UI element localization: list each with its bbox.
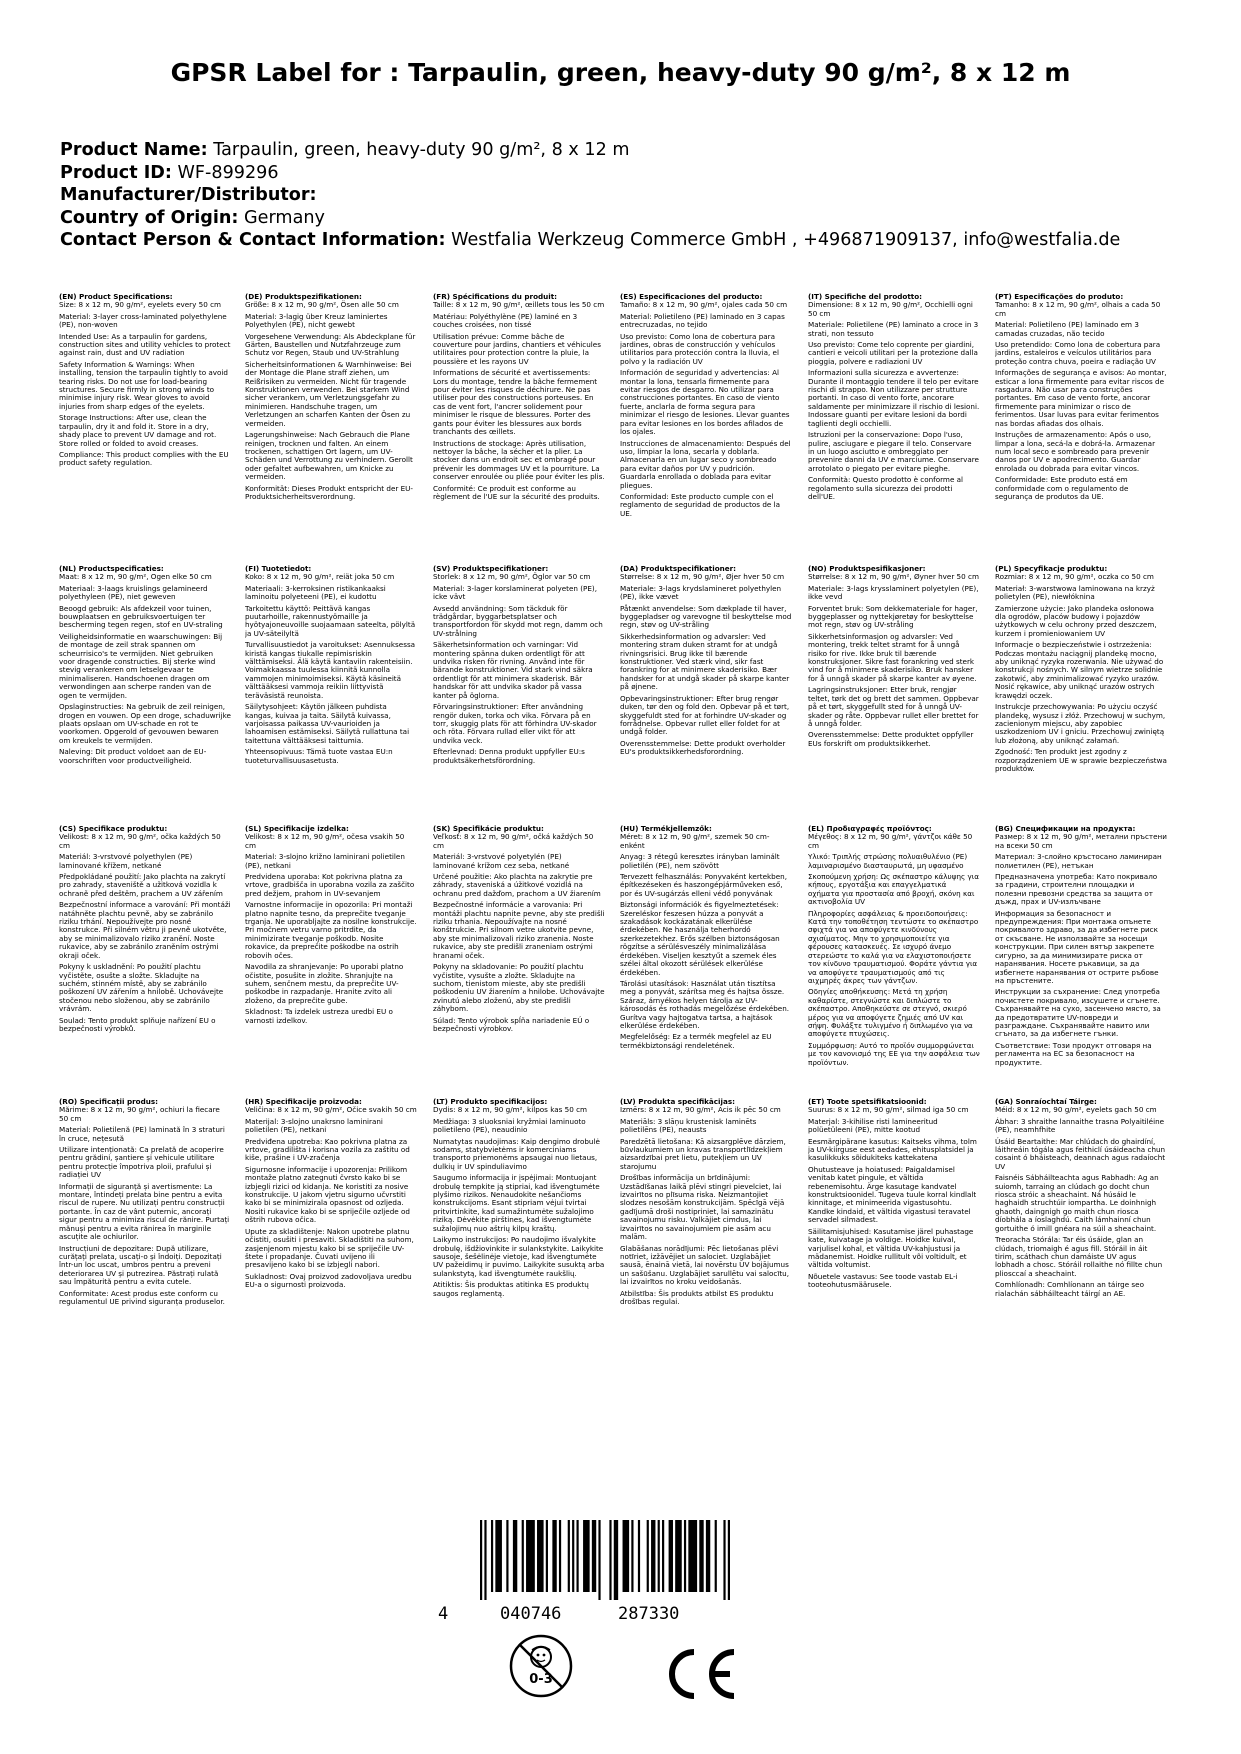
- barcode-bar: [526, 1520, 535, 1592]
- barcode-bar: [684, 1520, 686, 1592]
- barcode-bar: [675, 1520, 682, 1592]
- spec-paragraph: Lagringsinstruksjoner: Etter bruk, rengjør teltet, tørk det og brett det sammen. Oppbevar på et tørt, skyggefullt sted for å unngå UV-skader og råte. Oppbevar rullet eller brettet for å unngå folder.: [808, 685, 979, 728]
- spec-paragraph: Opslaginstructies: Na gebruik de zeil reinigen, drogen en vouwen. Op een droge, schaduwrijke plaats opslaan om UV-schade en rot te voorkomen. Opgerold of gevouwen bewaren om kreukels te vermijden.: [59, 702, 231, 745]
- spec-paragraph: Materiale: Polietilene (PE) laminato a croce in 3 strati, non tessuto: [808, 320, 979, 338]
- barcode-bar: [699, 1520, 703, 1592]
- spec-paragraph: Materiale: 3-lags krysslaminert polyetylen (PE), ikke vevd: [808, 583, 979, 602]
- barcode-bar: [480, 1520, 482, 1600]
- spec-paragraph: Съответствие: Този продукт отговаря на регламента на ЕС за безопасност на продуктите.: [995, 1040, 1152, 1067]
- barcode-bar: [491, 1520, 493, 1592]
- spec-paragraph: Numatytas naudojimas: Kaip dengimo drobulė sodams, statybvietėms ir komerciniams transporto priemonėms apsaugai nuo lietaus, dulkių ir UV spinduliavimo: [433, 1136, 600, 1171]
- spec-heading: (FI) Tuotetiedot:: [245, 565, 312, 573]
- spec-paragraph: Glabāšanas norādījumi: Pēc lietošanas plēvi notīriet, izžāvējiet un salociet. Uzglabājiet sausā, ēnainā vietā, lai novērstu UV bojājumus un sašūšanu. Uzglabājiet sarullētu vai salocītu, lai izvairītos no kroku veidošanās.: [620, 1243, 789, 1287]
- spec-paragraph: Material: Polietileno (PE) laminado em 3 camadas cruzadas, não tecido: [995, 320, 1139, 338]
- spec-paragraph: Instructions de stockage: Après utilisation, nettoyer la bâche, la sécher et la plier. La stocker dans un endroit sec et ombragé pour prévenir les dommages UV et la pourriture. La conserver enroulée ou pliée pour éviter les plis.: [433, 438, 605, 482]
- spec-paragraph: Storlek: 8 x 12 m, 90 g/m², Öglor var 50 cm: [433, 572, 591, 582]
- spec-paragraph: Συμμόρφωση: Αυτό το προϊόν συμμορφώνεται με τον κανονισμό της ΕΕ για την ασφάλεια των προϊόντων.: [808, 1040, 980, 1067]
- manufacturer-label: Manufacturer/Distributor:: [60, 185, 317, 205]
- spec-paragraph: Varnostne informacije in opozorila: Pri montaži platno napnite tesno, da preprečite tveganje trganja. Ne uporabljajte za nosilne konstrukcije. Pri močnem vetru varno pritrdite, da minimizirate tveganje poškodb. Nosite rokavice, da preprečite poškodbe na ostrih robovih očes.: [245, 900, 417, 960]
- barcode-bar: [669, 1520, 673, 1592]
- barcode-bar: [706, 1520, 710, 1592]
- spec-heading: (EN) Product Specifications:: [59, 293, 173, 301]
- spec-heading: (IT) Specifiche del prodotto:: [808, 293, 923, 301]
- spec-paragraph: Dydis: 8 x 12 m, 90 g/m², kilpos kas 50 cm: [433, 1105, 588, 1115]
- spec-paragraph: Bezpečnostné informácie a varovania: Pri montáži plachtu napnite pevne, aby ste predišli riziku trhania. Nepoužívajte na nosné konštrukcie. Pri silnom vetre ukotvite pevne, aby ste minimalizovali riziko zranenia. Noste rukavice, aby ste predišli zraneniam ostrými hranami oček.: [433, 900, 605, 960]
- spec-paragraph: Mărime: 8 x 12 m, 90 g/m², ochiuri la fiecare 50 cm: [59, 1105, 220, 1123]
- spec-paragraph: Sicherheitsinformationen & Warnhinweise: Bei der Montage die Plane straff ziehen, um Reißrisiken zu vermeiden. Nicht für tragende Konstruktionen verwenden. Bei starkem Wind sicher verankern, um Verletzungsgefahr zu minimieren. Handschuhe tragen, um Verletzungen an scharfen Kanten der Ösen zu vermeiden.: [245, 359, 412, 428]
- product-id-row: [60, 162, 1200, 185]
- spec-row: [59, 293, 1181, 603]
- spec-paragraph: Méid: 8 x 12 m, 90 g/m², eyelets gach 50 cm: [995, 1105, 1157, 1115]
- spec-heading: (LV) Produkta specifikācijas:: [620, 1098, 735, 1106]
- barcode-bar: [552, 1520, 556, 1592]
- spec-paragraph: Materijal: 3-slojno unakrsno laminirani polietilen (PE), netkani: [245, 1116, 383, 1135]
- barcode-bar: [723, 1520, 725, 1600]
- spec-paragraph: Velikost: 8 x 12 m, 90 g/m², očesa vsakih 50 cm: [245, 832, 405, 850]
- barcode-bar: [715, 1520, 717, 1592]
- spec-paragraph: Utilisation prévue: Comme bâche de couverture pour jardins, chantiers et véhicules utilitaires pour protection contre la pluie, la poussière et les rayons UV: [433, 331, 601, 366]
- spec-paragraph: Materiale: 3-lags krydslamineret polyethylen (PE), ikke vævet: [620, 583, 782, 602]
- spec-paragraph: Πληροφορίες ασφάλειας & προειδοποιήσεις: Κατά την τοποθέτηση τεντώστε το σκέπαστρο σφιχτά για να αποφύγετε κινδύνους σχισίματος. Μην το χρησιμοποιείτε για φέρουσες κατασκευές. Σε ισχυρό άνεμο στερεώστε το καλά για να ελαχιστοποιήσετε τον κίνδυνο τραυματισμού. Φοράτε γάντια για να αποφύγετε τραυματισμούς από τις αιχμηρές άκρες των γάντζων.: [808, 908, 979, 985]
- spec-paragraph: Conformité: Ce produit est conforme au règlement de l'UE sur la sécurité des produits.: [433, 483, 600, 501]
- ce-mark-icon: [660, 1646, 738, 1702]
- spec-block: [808, 1098, 980, 1398]
- product-id-value: WF-899296: [177, 162, 279, 183]
- spec-paragraph: Ohutusteave ja hoiatused: Paigaldamisel venitab katet pingule, et vältida rebenemisohtu. Ärge kasutage kandvatel konstruktsioonidel. Tugeva tuule korral kindlalt kinnitage, et minimeerida vigastusohtu. Kandke kindaid, et vältida vigastusi teravatel servadel silmadest.: [808, 1164, 977, 1225]
- spec-paragraph: Size: 8 x 12 m, 90 g/m², eyelets every 50 cm: [59, 300, 222, 310]
- spec-paragraph: Lagerungshinweise: Nach Gebrauch die Plane reinigen, trocknen und falten. An einem trockenen, schattigen Ort lagern, um UV-Schäden und Verrottung zu verhindern. Gerollt oder gefaltet aufbewahren, um Knicke zu vermeiden.: [245, 430, 413, 482]
- spec-row: [59, 1098, 1181, 1408]
- spec-paragraph: Turvallisuustiedot ja varoitukset: Asennuksessa kiristä kangas tiukalle repimisriskin välttämiseksi. Älä käytä kantaviin rakenteisiin. Voimakkaassa tuulessa kiinnitä kunnolla vammojen minimoimiseksi. Käytä käsineitä välttääksesi vammoja reikiin liittyvistä teräväsistä reunoista.: [245, 640, 416, 700]
- spec-paragraph: Comhlíonadh: Comhlíonann an táirge seo rialachán sábháilteacht táirgí an AE.: [995, 1280, 1144, 1298]
- spec-paragraph: Overensstemmelse: Dette produkt overholder EU's produktsikkerhedsforordning.: [620, 738, 786, 757]
- barcode-bar: [522, 1520, 524, 1592]
- spec-block: [808, 565, 980, 865]
- spec-paragraph: Informații de siguranță și avertismente: La montare, întindeți prelata bine pentru a evita riscul de rupere. Nu utilizați pentru construcții portante. În caz de vânt puternic, ancorați sigur pentru a minimiza riscul de rănire. Purtați mănuși pentru a evita rănirea în marginile ascuțite ale ochiurilor.: [59, 1181, 230, 1242]
- spec-paragraph: Conformità: Questo prodotto è conforme al regolamento sulla sicurezza dei prodotti dell'UE.: [808, 475, 964, 501]
- spec-block: [995, 1098, 1167, 1398]
- spec-block: [59, 825, 231, 1125]
- spec-paragraph: Úsáid Beartaithe: Mar chlúdach do ghairdíní, láithreáin tógála agus feithiclí úsáideacha chun cosaint ó bháisteach, deannach agus radaíocht UV: [995, 1136, 1166, 1171]
- spec-paragraph: Förvaringsinstruktioner: Efter användning rengör duken, torka och vika. Förvara på en torr, skuggig plats för att förhindra UV-skador och röta. Förvara rullad eller vikt för att undvika veck.: [433, 702, 597, 745]
- barcode-bar: [614, 1520, 618, 1600]
- spec-paragraph: Veiligheidsinformatie en waarschuwingen: Bij de montage de zeil strak spannen om scheurrisico's te vermijden. Niet gebruiken voor dragende constructies. Bij sterke wind stevig verankeren om letselgevaar te minimaliseren. Handschoenen dragen om verwondingen aan scherpe randen van de ogen te vermijden.: [59, 631, 223, 700]
- barcode-digit-left: 4: [438, 1604, 449, 1624]
- spec-block: [59, 293, 231, 593]
- spec-block: [620, 825, 792, 1125]
- barcode-bar: [623, 1520, 630, 1592]
- spec-paragraph: Påtænkt anvendelse: Som dækplade til haver, byggepladser og varevogne til beskyttelse mod regn, støv og UV-stråling: [620, 603, 792, 630]
- spec-paragraph: Izmērs: 8 x 12 m, 90 g/m², Acis ik pēc 50 cm: [620, 1105, 781, 1115]
- spec-paragraph: Koko: 8 x 12 m, 90 g/m², reiät joka 50 cm: [245, 572, 395, 582]
- spec-paragraph: Taille: 8 x 12 m, 90 g/m², œillets tous les 50 cm: [433, 300, 605, 310]
- spec-block: [59, 1098, 231, 1398]
- spec-paragraph: Rozmiar: 8 x 12 m, 90 g/m², oczka co 50 cm: [995, 572, 1154, 582]
- spec-heading: (CS) Specifikace produktu:: [59, 825, 168, 833]
- spec-block: [995, 825, 1167, 1125]
- spec-heading: (GA) Sonraíochtaí Táirge:: [995, 1098, 1097, 1106]
- spec-paragraph: Upute za skladištenje: Nakon upotrebe platnu očistiti, osušiti i presaviti. Skladištiti na suhom, zasjenjenom mjestu kako bi se spriječile UV-štete i propadanje. Čuvati uvijeno ili presavijeno kako bi se izbjegli nabori.: [245, 1226, 414, 1270]
- spec-block: [808, 825, 980, 1125]
- spec-heading: (FR) Spécifications du produit:: [433, 293, 558, 301]
- spec-paragraph: Material: 3-layer cross-laminated polyethylene (PE), non-woven: [59, 311, 227, 330]
- spec-paragraph: Materjal: 3-kihilise risti lamineeritud polüetüleeni (PE), mitte kootud: [808, 1116, 938, 1135]
- barcode-digits-mid: 040746: [500, 1604, 562, 1624]
- spec-paragraph: Οδηγίες αποθήκευσης: Μετά τη χρήση καθαρίστε, στεγνώστε και διπλώστε το σκέπαστρο. Αποθηκεύστε σε στεγνό, σκιερό μέρος για να αποφύγετε ζημιές από UV και σήψη. Φυλάξτε τυλιγμένο ή διπλωμένο για να αποφύγετε πτυχώσεις.: [808, 987, 973, 1039]
- spec-paragraph: Zgodność: Ten produkt jest zgodny z rozporządzeniem UE w sprawie bezpieczeństwa produktów.: [995, 747, 1167, 773]
- spec-paragraph: Предназначена употреба: Като покривало за градини, строителни площадки и полезни превозни средства за защита от дъжд, прах и UV-излъчване: [995, 872, 1158, 907]
- barcode-bar: [662, 1520, 664, 1592]
- manufacturer-row: [60, 184, 1200, 207]
- spec-paragraph: Размер: 8 x 12 m, 90 g/m², метални пръстени на всеки 50 cm: [995, 832, 1167, 850]
- spec-paragraph: Suurus: 8 x 12 m, 90 g/m², silmad iga 50 cm: [808, 1105, 969, 1115]
- spec-paragraph: Materiaal: 3-laags kruislings gelamineerd polyethyleen (PE), niet geweven: [59, 583, 208, 602]
- age-label: 0-3: [529, 1672, 553, 1687]
- spec-block: [245, 565, 417, 865]
- barcode-bar: [484, 1520, 486, 1600]
- spec-paragraph: Laikymo instrukcijos: Po naudojimo išvalykite drobulę, išdžiovinkite ir sulankstykite. Laikykite sausoje, šešėlinėje vietoje, kad išvengtumėte UV pažeidimų ir puvimo. Laikykite susuktą arba sulankstytą, kad išvengtumėte raukšlių.: [433, 1235, 605, 1278]
- origin-value: Germany: [244, 207, 325, 228]
- spec-paragraph: Atbilstība: Šis produkts atbilst ES produktu drošības regulai.: [620, 1288, 774, 1306]
- barcode-bar: [592, 1520, 596, 1592]
- spec-paragraph: Yhteensopivuus: Tämä tuote vastaa EU:n tuoteturvallisuusasetusta.: [245, 747, 393, 765]
- spec-heading: (PL) Specyfikacje produktu:: [995, 565, 1108, 573]
- spec-paragraph: Storage Instructions: After use, clean the tarpaulin, dry it and fold it. Store in a dry, shady place to prevent UV damage and rot. Store rolled or folded to avoid creases.: [59, 413, 217, 448]
- spec-paragraph: Medžiaga: 3 sluoksniai kryžmiai laminuoto polietileno (PE), neaudinio: [433, 1116, 586, 1135]
- barcode-bar: [728, 1520, 730, 1600]
- barcode-bar: [559, 1520, 561, 1592]
- spec-heading: (HU) Termékjellemzők:: [620, 825, 712, 833]
- product-name-value: Tarpaulin, green, heavy-duty 90 g/m², 8 x 12 m: [213, 140, 630, 160]
- spec-block: [245, 825, 417, 1125]
- spec-block: [808, 293, 980, 593]
- spec-paragraph: Konformität: Dieses Produkt entspricht der EU-Produktsicherheitsverordnung.: [245, 483, 414, 501]
- barcode-bar: [583, 1520, 590, 1592]
- spec-paragraph: Bezpečnostní informace a varování: Při montáži natáhněte plachtu pevně, aby se zabránilo riziku trhání. Nepoužívejte pro nosné konstrukce. Při silném větru ji pevně ukotvěte, aby se minimalizovalo riziko zranění. Noste rukavice, aby se zabránilo zraněním ostrými okraji oček.: [59, 900, 231, 960]
- spec-paragraph: Predvidena uporaba: Kot pokrivna platna za vrtove, gradbišča in uporabna vozila za zaščito pred dežjem, prahom in UV-sevanjem: [245, 872, 415, 898]
- origin-label: Country of Origin:: [60, 207, 239, 228]
- spec-heading: (PT) Especificações do produto:: [995, 293, 1124, 301]
- contact-row: [60, 229, 1200, 252]
- product-name-row: [60, 139, 1200, 162]
- spec-paragraph: Biztonsági információk és figyelmeztetések: Szereléskor feszesen húzza a ponyvát a szakadások kockázatának elkerülése érdekében. Ne használja teherhordó szerkezetekhez. Erős szélben biztonságosan rögzítse a sérülésveszély minimalizálása érdekében. Viseljen kesztyűt a szemek éles szélei által okozott sérülések elkerülése érdekében.: [620, 900, 780, 977]
- origin-row: [60, 207, 1200, 230]
- spec-paragraph: Sukladnost: Ovaj proizvod zadovoljava uredbu EU-a o sigurnosti proizvoda.: [245, 1271, 412, 1290]
- spec-paragraph: Instrucciones de almacenamiento: Después del uso, limpiar la lona, secarla y doblarla. Almacenarla en un lugar seco y sombreado para evitar daños por UV y pudrición. Guardarla enrollada o doblada para evitar pliegues.: [620, 438, 791, 490]
- spec-block: [995, 293, 1167, 593]
- spec-paragraph: Informações de segurança e avisos: Ao montar, esticar a lona firmemente para evitar riscos de rasgadura. Não usar para construções portantes. Em caso de vento forte, ancorar firmemente para minimizar o risco de ferimentos. Usar luvas para evitar ferimentos nas bordas afiadas dos olhais.: [995, 368, 1167, 428]
- spec-paragraph: Información de seguridad y advertencias: Al montar la lona, tensarla firmemente para evitar riesgos de desgarro. No utilizar para construcciones portantes. En caso de viento fuerte, anclarla de forma segura para minimizar el riesgo de lesiones. Llevar guantes para evitar lesiones en los bordes afilados de los ojales.: [620, 368, 790, 437]
- spec-paragraph: Информация за безопасност и предупреждения: При монтажа опънете покривалото здраво, за да избегнете риск от скъсване. Не използвайте за носещи конструкции. При силен вятър закрепете сигурно, за да минимизирате риска от наранявания. Носете ръкавици, за да избегнете наранявания от острите ръбове на пръстените.: [995, 908, 1159, 985]
- barcode-bar: [688, 1520, 697, 1592]
- spec-paragraph: Paredzētā lietošana: Kā aizsargplēve dārziem, būvlaukumiem un kravas transportlīdzekļiem aizsardzībai pret lietu, putekļiem un UV starojumu: [620, 1136, 786, 1171]
- spec-heading: (NO) Produktspesifikasjoner:: [808, 565, 926, 573]
- spec-heading: (SV) Produktspecifikationer:: [433, 565, 549, 573]
- spec-paragraph: Instruções de armazenamento: Após o uso, limpar a lona, secá-la e dobrá-la. Armazenar num local seco e sombreado para prevenir danos por UV e apodrecimento. Guardar enrolada ou dobrada para evitar vincos.: [995, 430, 1156, 473]
- spec-paragraph: Eesmärgipärane kasutus: Kaitseks vihma, tolm ja UV-kiirguse eest aedades, ehitusplatsidel ja kasulikkuks sõidukiteks kattekatena: [808, 1136, 977, 1163]
- spec-paragraph: Conformitate: Acest produs este conform cu regulamentul UE privind siguranța produselor.: [59, 1288, 225, 1306]
- spec-paragraph: Conformidad: Este producto cumple con el reglamento de seguridad de productos de la UE.: [620, 491, 780, 518]
- spec-paragraph: Uso previsto: Come telo coprente per giardini, cantieri e veicoli utilitari per la protezione dalla pioggia, polvere e radiazioni UV: [808, 340, 978, 366]
- spec-paragraph: Compliance: This product complies with the EU product safety regulation.: [59, 449, 229, 468]
- barcode-bar: [658, 1520, 660, 1592]
- spec-paragraph: Treoracha Stórála: Tar éis úsáide, glan an clúdach, triomaigh é agus fill. Stóráil in áit tirim, scáthach chun damáiste UV agus lobhadh a chosc. Stóráil rollaithe nó fillte chun pliosccaí a sheachaint.: [995, 1235, 1163, 1278]
- spec-paragraph: Conformidade: Este produto está em conformidade com o regulamento de segurança de produtos da UE.: [995, 475, 1129, 501]
- contact-value: Westfalia Werkzeug Commerce GmbH , +496871909137, info@westfalia.de: [451, 230, 1121, 250]
- spec-heading: (RO) Specificații produs:: [59, 1098, 158, 1106]
- spec-block: [620, 1098, 792, 1398]
- spec-paragraph: Určené použitie: Ako plachta na zakrytie pre záhrady, staveniská a úžitkové vozidlá na ochranu pred dažďom, prachom a UV žiarením: [433, 872, 601, 898]
- barcode-bar: [572, 1520, 574, 1592]
- spec-paragraph: Veličina: 8 x 12 m, 90 g/m², Očice svakih 50 cm: [245, 1105, 417, 1115]
- spec-paragraph: Nõuetele vastavus: See toode vastab EL-i tooteohutusmäärusele.: [808, 1271, 958, 1290]
- spec-paragraph: Drošības informācija un brīdinājumi: Uzstādīšanas laikā plēvi stingri pievelciet, lai izvairītos no plīsuma riska. Neizmantojiet slodzes nesošām konstrukcijām. Spēcīgā vējā gadījumā droši nostipriniet, lai samazinātu savainojumu risku. Valkājiet cimdus, lai izvairītos no savainojumiem pie asām acu malām.: [620, 1173, 785, 1242]
- spec-paragraph: Materiál: 3-vrstvové polyetylén (PE) laminované krížom cez seba, netkané: [433, 852, 570, 870]
- spec-heading: (LT) Produkto specifikacijos:: [433, 1098, 548, 1106]
- spec-block: [433, 293, 605, 593]
- spec-paragraph: Istruzioni per la conservazione: Dopo l'uso, pulire, asciugare e piegare il telo. Conservare in un luogo asciutto e ombreggiato per prevenire danni da UV e marciume. Conservare arrotolato o piegato per evitare pieghe.: [808, 430, 979, 473]
- product-name-label: Product Name:: [60, 140, 208, 160]
- spec-block: [620, 293, 792, 593]
- spec-paragraph: Dimensione: 8 x 12 m, 90 g/m², Occhielli ogni 50 cm: [808, 300, 973, 318]
- spec-heading: (DA) Produktspecifikationer:: [620, 565, 737, 573]
- spec-paragraph: Pokyny k uskladnění: Po použití plachtu vyčistěte, osušte a složte. Skladujte na suchém, stinném místě, aby se zabránilo poškození UV zářením a hnilobě. Uchovávejte stočenou nebo složenou, aby se zabránilo vrávrám.: [59, 962, 224, 1014]
- spec-heading: (ET) Toote spetsifikatsioonid:: [808, 1098, 927, 1106]
- spec-paragraph: Instrucțiuni de depozitare: După utilizare, curățați prelata, uscați-o și îndoiți. Depozitați într-un loc uscat, umbros pentru a preveni deteriorarea UV și putrezirea. Păstrați rulată sau împăturită pentru a evita cutele.: [59, 1243, 222, 1287]
- spec-paragraph: Efterlevnad: Denna produkt uppfyller EU:s produktsäkerhetsförordning.: [433, 747, 585, 765]
- spec-heading: (EL) Προδιαγραφές προϊόντος:: [808, 825, 932, 833]
- barcode-bar: [546, 1520, 548, 1592]
- spec-block: [433, 565, 605, 865]
- barcode-bar: [537, 1520, 544, 1592]
- spec-paragraph: Informazioni sulla sicurezza e avvertenze: Durante il montaggio tendere il telo per evitare rischi di strappo. Non utilizzare per strutture portanti. In caso di vento forte, ancorare saldamente per minimizzare il rischio di lesioni. Indossare guanti per evitare lesioni da bordi taglienti degli occhielli.: [808, 368, 980, 428]
- spec-paragraph: Material: 3-lagig über Kreuz laminiertes Polyethylen (PE), nicht gewebt: [245, 311, 388, 330]
- spec-heading: (ES) Especificaciones del producto:: [620, 293, 763, 301]
- spec-paragraph: Velikost: 8 x 12 m, 90 g/m², očka každých 50 cm: [59, 832, 221, 850]
- spec-paragraph: Informations de sécurité et avertissements: Lors du montage, tendre la bâche fermement pour éviter les risques de déchirure. Ne pas utiliser pour des constructions porteuses. En cas de vent fort, l'ancrer solidement pour minimiser le risque de blessures. Porter des gants pour éviter les blessures aux bords tranchants des œillets.: [433, 368, 598, 437]
- spec-paragraph: Súlad: Tento výrobok spĺňa nariadenie EÚ o bezpečnosti výrobkov.: [433, 1015, 590, 1033]
- barcode-bar: [631, 1520, 633, 1592]
- spec-paragraph: Säkerhetsinformation och varningar: Vid montering spänna duken ordentligt för att undvika risken för rivning. Använd inte för bärande konstruktioner. Vid stark vind säkra ordentligt för att minimera skaderisk. Bär handskar för att undvika skador på vassa kanter på öglorna.: [433, 640, 593, 700]
- barcode-bar: [568, 1520, 570, 1592]
- spec-paragraph: Säilitamisjuhised: Kasutamise järel puhastage kate, kuivatage ja voldige. Hoidke kuival, varjulisel kohal, et vältida UV-kahjustusi ja mädanemist. Hoidke rullitult või voltidult, et vältida voltumist.: [808, 1226, 974, 1270]
- spec-block: [245, 1098, 417, 1398]
- spec-paragraph: Størrelse: 8 x 12 m, 90 g/m², Øjer hver 50 cm: [620, 572, 785, 582]
- spec-paragraph: Materiał: 3-warstwowa laminowana na krzyż polietylen (PE), niewłóknina: [995, 583, 1155, 602]
- spec-paragraph: Sigurnosne informacije i upozorenja: Prilikom montaže platno zategnuti čvrsto kako bi se izbjegli rizici od kidanja. Ne koristiti za nosive konstrukcije. U jakom vjetru sigurno učvrstiti kako bi se minimizirala opasnost od ozljeda. Nositi rukavice kako bi se spriječile ozljede od oštrih rubova očica.: [245, 1164, 410, 1225]
- spec-paragraph: Predviđena upotreba: Kao pokrivna platna za vrtove, gradilišta i korisna vozila za zaštitu od kiše, prašine i UV-zračenja: [245, 1136, 410, 1163]
- barcode-bar: [598, 1520, 600, 1600]
- barcode-bars: [480, 1520, 730, 1600]
- barcode-bar: [576, 1520, 578, 1592]
- spec-paragraph: Material: Polietilenă (PE) laminată în 3 straturi în cruce, nețesută: [59, 1125, 225, 1143]
- spec-paragraph: Předpokládané použití: Jako plachta na zakrytí pro zahrady, staveniště a užitková vozidla k ochraně před deštěm, prachem a UV zářením: [59, 872, 226, 898]
- spec-paragraph: Μέγεθος: 8 x 12 m, 90 g/m², γάντζοι κάθε 50 cm: [808, 832, 973, 850]
- spec-paragraph: Utilizare intenționată: Ca prelată de acoperire pentru grădini, șantiere și vehicule utilitare pentru protecție împotriva ploii, prafului și radiației UV: [59, 1145, 224, 1180]
- spec-paragraph: Vorgesehene Verwendung: Als Abdeckplane für Gärten, Baustellen und Nutzfahrzeuge zum Schutz vor Regen, Staub und UV-Strahlung: [245, 331, 416, 358]
- spec-paragraph: Veľkosť: 8 x 12 m, 90 g/m², očká každých 50 cm: [433, 832, 594, 850]
- spec-paragraph: Material: 3-slojno križno laminirani polietilen (PE), netkani: [245, 852, 405, 870]
- barcode-digits-right: 287330: [618, 1604, 680, 1624]
- spec-heading: (NL) Productspecificaties:: [59, 565, 164, 573]
- spec-paragraph: Material: Polietileno (PE) laminado en 3 capas entrecruzadas, no tejido: [620, 311, 785, 330]
- spec-paragraph: Tárolási utasítások: Használat után tisztítsa meg a ponyvát, szárítsa meg és hajtsa össze. Száraz, árnyékos helyen tárolja az UV-károsodás és rothadás megelőzése érdekében. Gurítva vagy hajtogatva tartsa, a hajtások elkerülése érdekében.: [620, 978, 790, 1030]
- spec-paragraph: Materiál: 3-vrstvové polyethylen (PE) laminované křížem, netkané: [59, 852, 193, 870]
- spec-block: [59, 565, 231, 865]
- spec-paragraph: Zamierzone użycie: Jako plandeka osłonowa dla ogrodów, placów budowy i pojazdów użytkowych w celu ochrony przed deszczem, kurzem i promieniowaniem UV: [995, 603, 1157, 638]
- spec-paragraph: Intended Use: As a tarpaulin for gardens, construction sites and utility vehicles to protect against rain, dust and UV radiation: [59, 331, 231, 358]
- spec-heading: (HR) Specifikacije proizvoda:: [245, 1098, 362, 1106]
- spec-heading: (SL) Specifikacije izdelka:: [245, 825, 349, 833]
- spec-paragraph: Σκοπούμενη χρήση: Ως σκέπαστρο κάλυψης για κήπους, εργοτάξια και επαγγελματικά οχήματα για προστασία από βροχή, σκόνη και ακτινοβολία UV: [808, 872, 979, 907]
- spec-paragraph: Saugumo informacija ir įspėjimai: Montuojant drobulę tempkite ją stipriai, kad išvengtumėte plyšimo rizikos. Nenaudokite nešančioms konstrukcijoms. Esant stipriam vėjui tvirtai pritvirtinkite, kad sumažintumėte sužalojimo riziką. Dėvėkite pirštines, kad išvengtumėte sužalojimų nuo aštrių kilpų kraštų.: [433, 1173, 600, 1233]
- spec-paragraph: Materiaali: 3-kerroksinen ristikankaaksi laminoitu polyeteeni (PE), ei kudottu: [245, 583, 386, 602]
- spec-paragraph: Faisnéis Sábháilteachta agus Rabhadh: Ag an suiomh, tarraing an clúdach go docht chun riosca stróic a sheachaint. Ná húsáid le haghaidh struchtúir iompartha. Le doinhnigh ghaoth, daingnigh go maith chun riosca díobhála a íoslaghdú. Caith lámhainní chun gortuithe ó imill gnéara na súil a sheachaint.: [995, 1173, 1159, 1233]
- spec-paragraph: Tamanho: 8 x 12 m, 90 g/m², olhais a cada 50 cm: [995, 300, 1161, 318]
- spec-paragraph: Maat: 8 x 12 m, 90 g/m², Ogen elke 50 cm: [59, 572, 212, 582]
- spec-paragraph: Méret: 8 x 12 m, 90 g/m², szemek 50 cm-enként: [620, 832, 770, 850]
- spec-block: [995, 565, 1167, 865]
- page-title: GPSR Label for : Tarpaulin, green, heavy-duty 90 g/m², 8 x 12 m: [170, 58, 1071, 87]
- spec-block: [433, 825, 605, 1125]
- barcode-bar: [609, 1520, 611, 1600]
- spec-paragraph: Safety Information & Warnings: When installing, tension the tarpaulin tightly to avoid tearing risks. Do not use for load-bearing structures. Secure firmly in strong winds to minimise injury risk. Wear gloves to avoid injuries from sharp edges of the eyelets.: [59, 359, 228, 411]
- spec-paragraph: Tervezett felhasználás: Ponyvaként kertekben, építkezéseken és haszongépjárműveken eső, por és UV-sugárzás elleni védő ponyvának: [620, 872, 788, 898]
- spec-paragraph: Matériau: Polyéthylène (PE) laminé en 3 couches croisées, non tissé: [433, 311, 578, 330]
- spec-block: [433, 1098, 605, 1398]
- spec-block: [245, 293, 417, 593]
- spec-paragraph: Beoogd gebruik: Als afdekzeil voor tuinen, bouwplaatsen en gebruiksvoertuigen ter bescherming tegen regen, stof en UV-straling: [59, 603, 223, 630]
- product-info: [60, 139, 1200, 252]
- spec-paragraph: Forventet bruk: Som dekkemateriale for hager, byggeplasser og nyttekjøretøy for beskyttelse mot regn, støv og UV-stråling: [808, 603, 978, 630]
- ean-barcode: [430, 1520, 730, 1624]
- spec-paragraph: Инструкции за съхранение: След употреба почистете покривало, изсушете и сгънете. Съхранявайте на сухо, засенчено място, за да предотвратите UV-повреди и разграждане. Съхранявайте навито или сгънато, за да избегнете гънки.: [995, 987, 1161, 1039]
- spec-paragraph: Megfelelőség: Ez a termék megfelel az EU termékbiztonsági rendeletének.: [620, 1032, 772, 1050]
- spec-paragraph: Ábhar: 3 shraithe lannaithe trasna Polyaitiléine (PE), neamhfhite: [995, 1116, 1165, 1135]
- barcode-bar: [647, 1520, 649, 1592]
- spec-paragraph: Materiāls: 3 slāņu krustenisk laminēts polietilēns (PE), neausts: [620, 1116, 757, 1135]
- age-0-3-warning-icon: [508, 1633, 574, 1699]
- spec-heading: (DE) Produktspezifikationen:: [245, 293, 362, 301]
- barcode-bar: [638, 1520, 640, 1592]
- spec-paragraph: Größe: 8 x 12 m, 90 g/m², Ösen alle 50 cm: [245, 300, 399, 310]
- spec-paragraph: Sikkerhetsinformasjon og advarsler: Ved montering, trekk teltet stramt for å unngå risiko for rive. Ikke bruk til bærende konstruksjoner. Sikre fast forankring ved sterk vind for å minimere skaderisiko. Bruk hansker for å unngå skader på skarpe kanter av øyene.: [808, 631, 977, 683]
- spec-paragraph: Материал: 3-слойно кръстосано ламиниран полиетилен (PE), нетъкан: [995, 852, 1162, 870]
- spec-paragraph: Material: 3-lager korslaminerat polyeten (PE), icke vävt: [433, 583, 598, 602]
- spec-paragraph: Pokyny na skladovanie: Po použití plachtu vyčistite, vysušte a zložte. Skladujte na suchom, tienistom mieste, aby ste predišli poškodeniu UV žiarením a hnilobe. Uchovávajte zvinutú alebo zloženú, aby ste predišli záhybom.: [433, 962, 605, 1014]
- barcode-bar: [495, 1520, 502, 1592]
- spec-paragraph: Uso previsto: Como lona de cobertura para jardines, obras de construcción y vehículos utilitarios para protección contra la lluvia, el polvo y la radiación UV: [620, 331, 779, 366]
- spec-heading: (BG) Спецификации на продукта:: [995, 825, 1136, 833]
- spec-paragraph: Υλικό: Τριπλής στρώσης πολυαιθυλένιο (PE) λαμιναρισμένο διασταυρωτά, μη υφασμένο: [808, 852, 968, 870]
- spec-paragraph: Anyag: 3 rétegű keresztes irányban laminált polietilén (PE), nem szövött: [620, 852, 780, 870]
- spec-paragraph: Naleving: Dit product voldoet aan de EU-voorschriften voor productveiligheid.: [59, 747, 207, 765]
- spec-paragraph: Säilytysohjeet: Käytön jälkeen puhdista kangas, kuivaa ja taita. Säilytä kuivassa, varjoisassa paikassa UV-vaurioiden ja lahoamisen estämiseksi. Säilytä rullattuna tai taitettuna välttääksesi taittumia.: [245, 702, 410, 745]
- spec-paragraph: Instrukcje przechowywania: Po użyciu oczyść plandekę, wysusz i złóż. Przechowuj w suchym, zacienionym miejscu, aby zapobiec uszkodzeniom UV i gniciu. Przechowuj zwiniętą lub złożoną, aby uniknąć załamań.: [995, 702, 1166, 745]
- spec-paragraph: Soulad: Tento produkt splňuje nařízení EU o bezpečnosti výrobků.: [59, 1015, 216, 1033]
- spec-paragraph: Uso pretendido: Como lona de cobertura para jardins, estaleiros e veículos utilitários para proteção contra chuva, poeira e radiação UV: [995, 340, 1161, 366]
- barcode-bar: [651, 1520, 655, 1592]
- spec-paragraph: Avsedd användning: Som täckduk för trädgårdar, byggarbetsplatser och transportfordon för skydd mot regn, damm och UV-strålning: [433, 603, 603, 638]
- spec-paragraph: Størrelse: 8 x 12 m, 90 g/m², Øyner hver 50 cm: [808, 572, 979, 582]
- spec-heading: (SK) Špecifikácie produktu:: [433, 825, 544, 833]
- spec-paragraph: Tamaño: 8 x 12 m, 90 g/m², ojales cada 50 cm: [620, 300, 788, 310]
- spec-block: [620, 565, 792, 865]
- spec-paragraph: Atitiktis: Šis produktas atitinka ES produktų saugos reglamentą.: [433, 1280, 589, 1298]
- spec-paragraph: Opbevaringsinstruktioner: Efter brug rengør duken, tør den og fold den. Opbevar på et tørt, skyggefuldt sted for at forhindre UV-skader og forrådnelse. Opbevar rullet eller foldet for at undgå folder.: [620, 693, 790, 737]
- barcode-bar: [513, 1520, 517, 1592]
- spec-paragraph: Skladnost: Ta izdelek ustreza uredbi EU o varnosti izdelkov.: [245, 1007, 393, 1025]
- spec-paragraph: Overensstemmelse: Dette produktet oppfyller EUs forskrift om produktsikkerhet.: [808, 730, 974, 748]
- product-id-label: Product ID:: [60, 162, 172, 183]
- contact-label: Contact Person & Contact Information:: [60, 230, 446, 250]
- spec-row: [59, 825, 1181, 1135]
- spec-paragraph: Informacje o bezpieczeństwie i ostrzeżenia: Podczas montażu naciągnij plandekę mocno, aby uniknąć ryzyka rozerwania. Nie używać do konstrukcji nośnych. W silnym wietrze solidnie zakotwić, aby zminimalizować ryzyko urazów. Nosić rękawice, aby uniknąć urazów ostrych krawędzi oczek.: [995, 640, 1164, 700]
- barcode-bar: [506, 1520, 508, 1592]
- spec-paragraph: Tarkoitettu käyttö: Peittävä kangas puutarhoille, rakennustyömaille ja hyötyajoneuvoille suojaamaan sateelta, pölyltä ja UV-säteilyltä: [245, 603, 416, 638]
- spec-paragraph: Sikkerhedsinformation og advarsler: Ved montering stram duken stramt for at undgå rivningsrisici. Brug ikke til bærende konstruktioner. Ved stærk vind, sikr fast forankring for at minimere skaderisiko. Bær handsker for at undgå skader på skarpe kanter på øjnene.: [620, 631, 790, 692]
- spec-paragraph: Navodila za shranjevanje: Po uporabi platno očistite, posušite in zložite. Shranjujte na suhem, senčnem mestu, da preprečite UV-poškodbe in razpadanje. Hranite zvito ali zloženo, da preprečite gube.: [245, 962, 404, 1005]
